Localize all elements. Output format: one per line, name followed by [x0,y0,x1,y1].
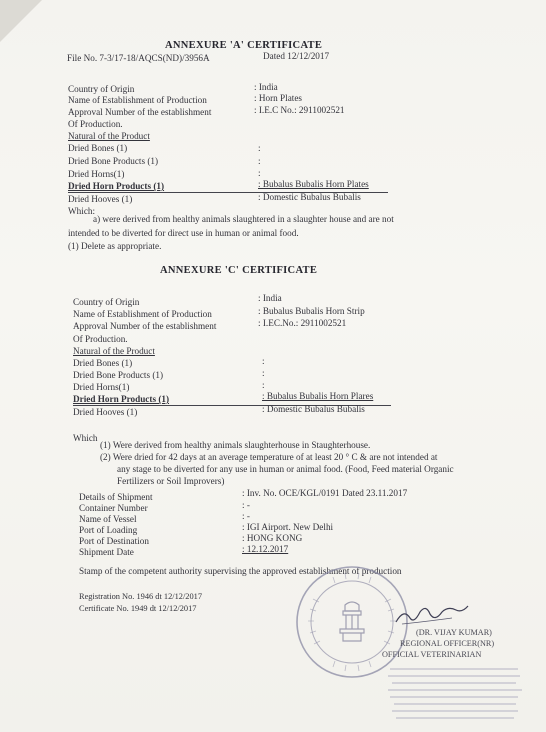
c-label-of-production: Of Production. [73,334,128,344]
c-value-approval: : I.EC.No.: 2911002521 [258,318,347,328]
a-label-approval: Approval Number of the establishment [68,107,212,117]
a-product-bones: Dried Bones (1) [68,143,128,153]
ship-label-details: Details of Shipment [79,492,153,502]
ship-value-date: : 12.12.2017 [242,544,289,554]
a-value-establishment: : Horn Plates [254,93,302,103]
a-label-of-production: Of Production. [68,119,123,129]
annexure-a-title: ANNEXURE 'A' CERTIFICATE [165,40,323,51]
page-fold-corner [0,0,42,42]
bilingual-office-stamp [384,664,524,726]
ship-label-destination: Port of Destination [79,536,149,546]
file-number: File No. 7-3/17-18/AQCS(ND)/3956A [67,53,210,63]
signatory-title: OFFICIAL VETERINARIAN [382,650,482,659]
c-label-country: Country of Origin [73,297,140,307]
a-product-bones-value: : [258,143,261,153]
c-product-bone-products: Dried Bone Products (1) [73,370,164,380]
stamp-statement: Stamp of the competent authority supervising the approved establishment of production [79,566,402,576]
a-natural-heading: Natural of the Product [68,131,150,141]
a-product-bone-products: Dried Bone Products (1) [68,156,159,166]
a-product-horn-products: Dried Horn Products (1) [68,181,165,191]
certificate-number: Certificate No. 1949 dt 12/12/2017 [79,604,197,613]
a-label-establishment: Name of Establishment of Production [68,95,207,105]
annexure-c-title: ANNEXURE 'C' CERTIFICATE [160,265,318,276]
a-value-country: : India [254,82,278,92]
c-product-hooves: Dried Hooves (1) [73,407,138,417]
a-value-approval: : I.E.C No.: 2911002521 [254,105,345,115]
ship-value-details: : Inv. No. OCE/KGL/0191 Dated 23.11.2017 [242,488,408,498]
a-clause-a-line2: intended to be diverted for direct use in human or animal food. [68,228,299,238]
c-label-establishment: Name of Establishment of Production [73,309,212,319]
ship-value-destination: : HONG KONG [242,533,303,543]
a-clause-a-line1: a) were derived from healthy animals slaughtered in a slaughter house and are not [93,214,394,224]
ship-label-date: Shipment Date [79,547,134,557]
a-delete-note: (1) Delete as appropriate. [68,241,162,251]
c-value-establishment: : Bubalus Bubalis Horn Strip [258,306,365,316]
officer-signature [392,602,472,628]
c-which: Which [73,433,98,443]
c-natural-heading: Natural of the Product [73,346,155,356]
ship-value-vessel: : - [242,511,250,521]
a-product-hooves-value: : Domestic Bubalus Bubalis [258,192,361,202]
a-product-horn-products-value: : Bubalus Bubalis Horn Plates [258,179,369,189]
ship-label-container: Container Number [79,503,148,513]
c-clause-2-line3: Fertilizers or Soil Improvers) [117,476,225,486]
c-product-bones-value: : [262,356,265,366]
c-product-bones: Dried Bones (1) [73,358,133,368]
c-product-horns: Dried Horns(1) [73,382,130,392]
c-product-horn-products-value: : Bubalus Bubalis Horn Plares [262,391,374,401]
a-product-horns: Dried Horns(1) [68,169,125,179]
a-product-bone-products-value: : [258,156,261,166]
c-value-country: : India [258,293,282,303]
ship-value-loading: : IGI Airport. New Delhi [242,522,334,532]
registration-number: Registration No. 1946 dt 12/12/2017 [79,592,203,601]
a-product-horns-value: : [258,168,261,178]
a-label-country: Country of Origin [68,84,135,94]
c-product-bone-products-value: : [262,368,265,378]
certificate-date: Dated 12/12/2017 [263,51,330,61]
c-product-hooves-value: : Domestic Bubalus Bubalis [262,404,365,414]
c-clause-2-line1: (2) Were dried for 42 days at an average temperature of at least 20 ° C & are not intended at [100,452,438,462]
ship-value-container: : - [242,500,250,510]
ship-label-vessel: Name of Vessel [79,514,137,524]
signatory-name: (DR. VIJAY KUMAR) [416,628,492,637]
c-product-horn-products: Dried Horn Products (1) [73,394,170,404]
a-product-hooves: Dried Hooves (1) [68,194,133,204]
c-clause-2-line2: any stage to be diverted for any use in human or animal food. (Food, Feed material Organic [117,464,454,474]
a-which: Which: [68,206,96,216]
c-product-horns-value: : [262,380,265,390]
c-label-approval: Approval Number of the establishment [73,321,217,331]
c-clause-1: (1) Were derived from healthy animals slaughterhouse in Staughterhouse. [100,440,371,450]
signatory-office: REGIONAL OFFICER(NR) [400,639,495,648]
ship-label-loading: Port of Loading [79,525,138,535]
